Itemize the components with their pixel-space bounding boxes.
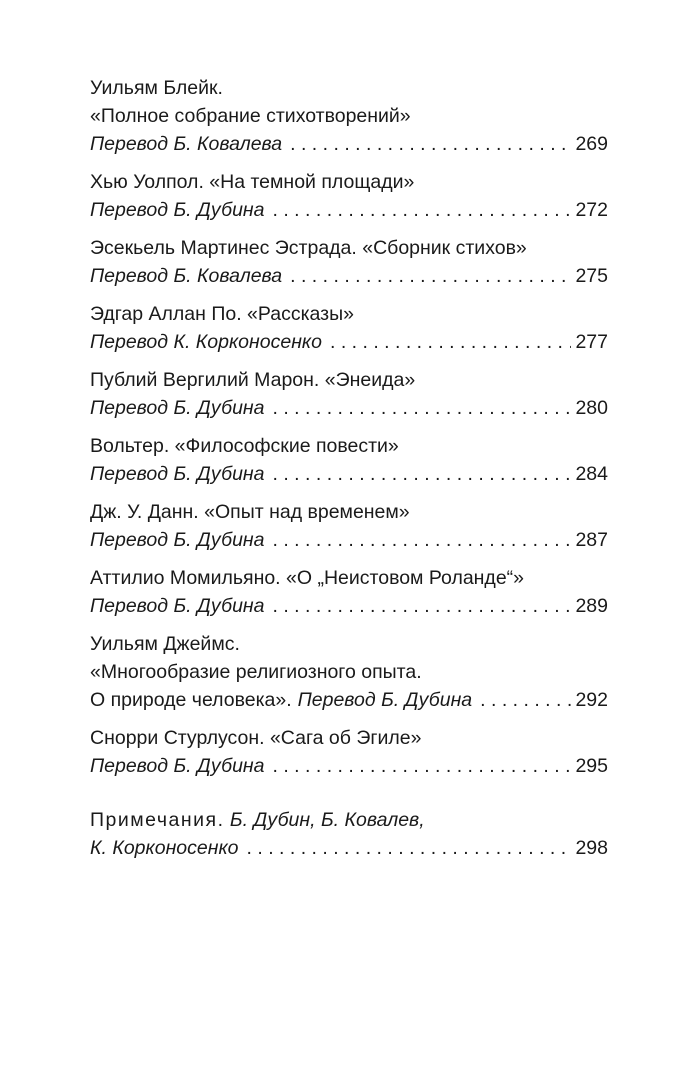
entry-translator-row [90, 592, 608, 620]
translator: Перевод Б. Дубина [297, 689, 473, 711]
entry-title-line: Уильям Джеймс. [90, 633, 240, 655]
dot-leader [273, 460, 572, 488]
translator: Перевод Б. Дубина [90, 463, 265, 485]
entry-title-line: Снорри Стурлусон. «Сага об Эгиле» [90, 727, 422, 749]
notes-authors-2: К. Корконосенко [90, 837, 239, 859]
entry-translator-row [90, 686, 608, 714]
notes-row [90, 834, 608, 862]
dot-leader [290, 130, 571, 158]
entry-title-line: Хью Уолпол. «На темной площади» [90, 171, 415, 193]
translator: Перевод К. Корконосенко [90, 331, 322, 353]
dot-leader [273, 592, 572, 620]
translator: Перевод Б. Ковалева [90, 265, 283, 287]
page-number: 272 [575, 199, 608, 221]
entry-translator-row [90, 752, 608, 780]
notes-label: Примечания. [90, 809, 225, 831]
entry-title-line: Дж. У. Данн. «Опыт над временем» [90, 501, 410, 523]
dot-leader [273, 196, 572, 224]
page-number: 269 [575, 133, 608, 155]
toc-entry-james [90, 630, 608, 714]
dot-leader [290, 262, 571, 290]
toc-entry-poe [90, 300, 608, 356]
toc-entry-dunne [90, 498, 608, 554]
notes-authors: Б. Дубин, Б. Ковалев, [229, 809, 425, 831]
dot-leader [330, 328, 571, 356]
translator: Перевод Б. Ковалева [90, 133, 283, 155]
translator: Перевод Б. Дубина [90, 755, 265, 777]
translator: Перевод Б. Дубина [90, 529, 265, 551]
translator: Перевод Б. Дубина [90, 199, 265, 221]
entry-translator-row [90, 130, 608, 158]
dot-leader [480, 686, 571, 714]
entry-title-line: Аттилио Момильяно. «О „Неистовом Роланде“» [90, 567, 524, 589]
entry-translator-row [90, 460, 608, 488]
entry-translator-row [90, 526, 608, 554]
entry-title-line: Эсекьель Мартинес Эстрада. «Сборник стихов» [90, 237, 527, 259]
entry-title-line: Эдгар Аллан По. «Рассказы» [90, 303, 354, 325]
page-number: 289 [575, 595, 608, 617]
page-number: 287 [575, 529, 608, 551]
dot-leader [273, 394, 572, 422]
dot-leader [247, 834, 572, 862]
entry-translator-row [90, 262, 608, 290]
entry-title-line: Публий Вергилий Марон. «Энеида» [90, 369, 416, 391]
page-number: 298 [575, 837, 608, 859]
entry-translator-row [90, 328, 608, 356]
entry-title-line: Вольтер. «Философские повести» [90, 435, 399, 457]
entry-title-line: Уильям Блейк. [90, 77, 223, 99]
translator: Перевод Б. Дубина [90, 397, 265, 419]
translator: Перевод Б. Дубина [90, 595, 265, 617]
notes-first-line [90, 806, 608, 834]
entry-translator-row [90, 196, 608, 224]
page-number: 284 [575, 463, 608, 485]
toc-entry-voltaire [90, 432, 608, 488]
page-number: 277 [575, 331, 608, 353]
page-number: 295 [575, 755, 608, 777]
toc-entry-notes [90, 806, 608, 862]
toc-entry-virgil [90, 366, 608, 422]
entry-translator-row [90, 394, 608, 422]
toc-entry-walpole [90, 168, 608, 224]
toc-entry-blake [90, 74, 608, 158]
entry-title-tail: О природе человека». [90, 689, 292, 711]
page-number: 292 [575, 689, 608, 711]
toc-entry-estrada [90, 234, 608, 290]
dot-leader [273, 526, 572, 554]
page-number: 275 [575, 265, 608, 287]
toc-entry-momigliano [90, 564, 608, 620]
page-number: 280 [575, 397, 608, 419]
entry-title-line: «Полное собрание стихотворений» [90, 105, 411, 127]
entry-title-line: «Многообразие религиозного опыта. [90, 661, 422, 683]
toc-entry-sturluson [90, 724, 608, 780]
dot-leader [273, 752, 572, 780]
table-of-contents [90, 74, 608, 872]
